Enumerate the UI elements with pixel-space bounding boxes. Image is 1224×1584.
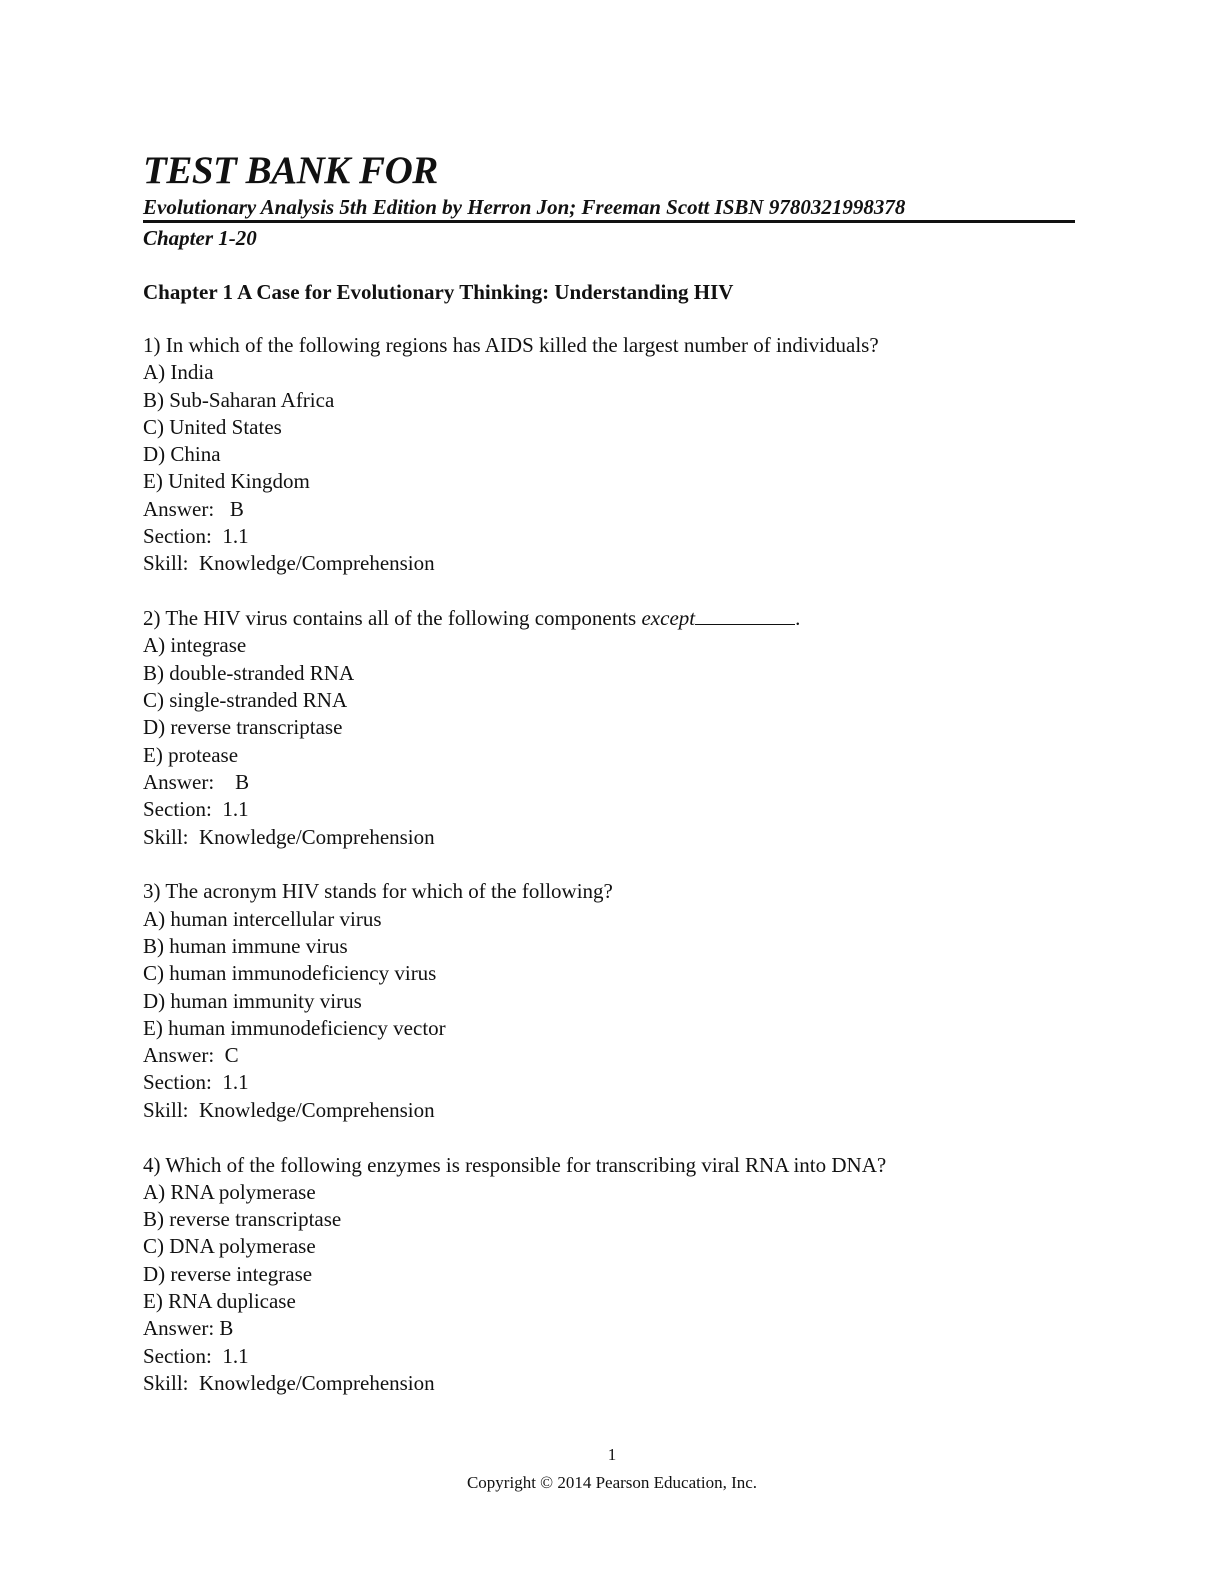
- section-line: Section: 1.1: [143, 524, 249, 549]
- chapter-heading: Chapter 1 A Case for Evolutionary Thinking: Understanding HIV: [143, 280, 734, 304]
- section-line: Section: 1.1: [143, 1343, 249, 1368]
- option-b: B) reverse transcriptase: [143, 1207, 342, 1232]
- option-c: C) United States: [143, 414, 282, 439]
- question-1: [143, 332, 1075, 578]
- answer-line: Answer: C: [143, 1043, 239, 1068]
- question-prompt: [143, 605, 1075, 632]
- question-prompt: 3) The acronym HIV stands for which of the following?: [143, 879, 613, 904]
- question-2: [143, 605, 1075, 851]
- answer-line: Answer: B: [143, 769, 250, 794]
- option-e: E) human immunodeficiency vector: [143, 1015, 446, 1040]
- option-e: E) United Kingdom: [143, 469, 310, 494]
- skill-line: Skill: Knowledge/Comprehension: [143, 824, 435, 849]
- option-e: E) protease: [143, 742, 239, 767]
- section-line: Section: 1.1: [143, 1070, 249, 1095]
- option-a: A) human intercellular virus: [143, 906, 382, 931]
- chapter-range: Chapter 1-20: [143, 226, 257, 250]
- option-d: D) China: [143, 442, 221, 467]
- question-3: [143, 878, 1075, 1124]
- skill-line: Skill: Knowledge/Comprehension: [143, 551, 435, 576]
- question-list: [143, 332, 1075, 1397]
- option-c: C) DNA polymerase: [143, 1234, 316, 1259]
- option-d: D) reverse integrase: [143, 1261, 313, 1286]
- page-number: 1: [607, 1445, 617, 1464]
- question-prompt: 1) In which of the following regions has AIDS killed the largest number of individuals?: [143, 333, 879, 357]
- prompt-text: 2) The HIV virus contains all of the following components: [143, 606, 642, 631]
- option-c: C) single-stranded RNA: [143, 688, 348, 713]
- copyright-notice: Copyright © 2014 Pearson Education, Inc.: [466, 1473, 758, 1492]
- answer-line: Answer: B: [143, 496, 244, 521]
- option-a: A) integrase: [143, 633, 247, 658]
- option-a: A) India: [143, 360, 214, 385]
- document-page: [143, 150, 1075, 1425]
- option-d: D) reverse transcriptase: [143, 715, 343, 740]
- prompt-emphasis: except: [641, 606, 696, 631]
- option-c: C) human immunodeficiency virus: [143, 961, 437, 986]
- option-b: B) Sub-Saharan Africa: [143, 387, 335, 412]
- skill-line: Skill: Knowledge/Comprehension: [143, 1097, 435, 1122]
- document-title: TEST BANK FOR: [143, 149, 438, 192]
- answer-line: Answer: B: [143, 1316, 234, 1341]
- section-line: Section: 1.1: [143, 797, 249, 822]
- option-b: B) double-stranded RNA: [143, 660, 355, 685]
- question-prompt: 4) Which of the following enzymes is responsible for transcribing viral RNA into DNA?: [143, 1152, 887, 1177]
- book-subtitle: Evolutionary Analysis 5th Edition by Herron Jon; Freeman Scott ISBN 9780321998378: [143, 194, 1075, 223]
- skill-line: Skill: Knowledge/Comprehension: [143, 1370, 435, 1395]
- option-e: E) RNA duplicase: [143, 1289, 296, 1313]
- prompt-end: .: [795, 606, 801, 631]
- option-a: A) RNA polymerase: [143, 1179, 316, 1204]
- answer-blank: [695, 607, 795, 625]
- option-d: D) human immunity virus: [143, 988, 362, 1013]
- option-b: B) human immune virus: [143, 933, 348, 958]
- question-4: [143, 1152, 1075, 1398]
